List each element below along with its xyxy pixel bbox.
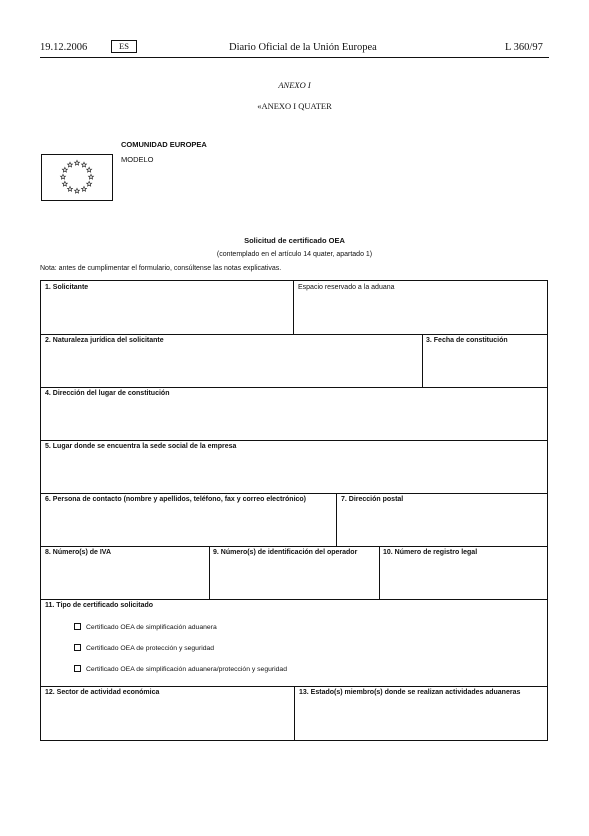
col-divider	[422, 334, 423, 387]
form-subtitle: (contemplado en el artículo 14 quater, apartado 1)	[216, 251, 373, 258]
field-5-registered-office-label: 5. Lugar donde se encuentra la sede social de la empresa	[45, 443, 237, 450]
star-icon	[62, 167, 67, 172]
col-divider	[379, 546, 380, 599]
form-title: Solicitud de certificado OEA	[244, 236, 345, 245]
star-icon	[82, 187, 87, 192]
row-divider	[41, 546, 547, 547]
field-3-establishment-date-label: 3. Fecha de constitución	[426, 337, 508, 344]
field-6-contact-person-label: 6. Persona de contacto (nombre y apellidos, teléfono, fax y correo electrónico)	[45, 496, 307, 503]
application-form	[40, 280, 548, 741]
option-customs-simplification[interactable]: Certificado OEA de simplificación aduanera	[74, 623, 217, 631]
field-1-applicant-label: 1. Solicitante	[45, 284, 89, 291]
model-label: MODELO	[121, 155, 154, 164]
row-divider	[41, 387, 547, 388]
form-note: Nota: antes de cumplimentar el formulario, consúltense las notas explicativas.	[40, 265, 282, 272]
annex-subtitle: «ANEXO I QUATER	[257, 101, 332, 111]
checkbox[interactable]	[74, 623, 81, 630]
row-divider	[41, 334, 547, 335]
row-divider	[41, 493, 547, 494]
field-2-legal-status-label: 2. Naturaleza jurídica del solicitante	[45, 337, 164, 344]
col-divider	[336, 493, 337, 546]
star-icon	[68, 162, 73, 167]
star-icon	[62, 181, 67, 186]
field-4-establishment-address-label: 4. Dirección del lugar de constitución	[45, 390, 170, 397]
star-icon	[75, 188, 80, 193]
eu-flag-stars-icon	[41, 154, 113, 201]
col-divider	[293, 281, 294, 334]
star-icon	[87, 181, 92, 186]
col-divider	[294, 686, 295, 740]
publication-date: 19.12.2006	[40, 42, 88, 53]
page-reference: L 360/97	[505, 42, 543, 53]
field-10-legal-registration-label: 10. Número de registro legal	[383, 549, 478, 556]
star-icon	[89, 174, 94, 179]
star-icon	[75, 160, 80, 165]
star-icon	[82, 162, 87, 167]
checkbox[interactable]	[74, 665, 81, 672]
star-icon	[61, 174, 66, 179]
star-icon	[68, 187, 73, 192]
field-13-member-states-label: 13. Estado(s) miembro(s) donde se realizan actividades aduaneras	[299, 689, 521, 696]
col-divider	[209, 546, 210, 599]
option-customs-simplification-security[interactable]: Certificado OEA de simplificación aduanera/protección y seguridad	[74, 665, 287, 673]
row-divider	[41, 599, 547, 600]
option-security-safety[interactable]: Certificado OEA de protección y seguridad	[74, 644, 214, 652]
annex-title: ANEXO I	[278, 80, 311, 90]
issuer-name: COMUNIDAD EUROPEA	[121, 140, 207, 149]
field-7-postal-address-label: 7. Dirección postal	[341, 496, 404, 503]
field-9-operator-id-label: 9. Número(s) de identificación del operador	[213, 549, 358, 556]
customs-reserved-label: Espacio reservado a la aduana	[298, 284, 395, 291]
field-11-certificate-type-label: 11. Tipo de certificado solicitado	[45, 602, 154, 609]
row-divider	[41, 440, 547, 441]
field-8-vat-number-label: 8. Número(s) de IVA	[45, 549, 111, 556]
header-rule	[40, 57, 549, 58]
star-icon	[87, 167, 92, 172]
language-code-box: ES	[111, 40, 137, 53]
field-12-economic-sector-label: 12. Sector de actividad económica	[45, 689, 160, 696]
checkbox[interactable]	[74, 644, 81, 651]
journal-title: Diario Oficial de la Unión Europea	[229, 42, 377, 53]
